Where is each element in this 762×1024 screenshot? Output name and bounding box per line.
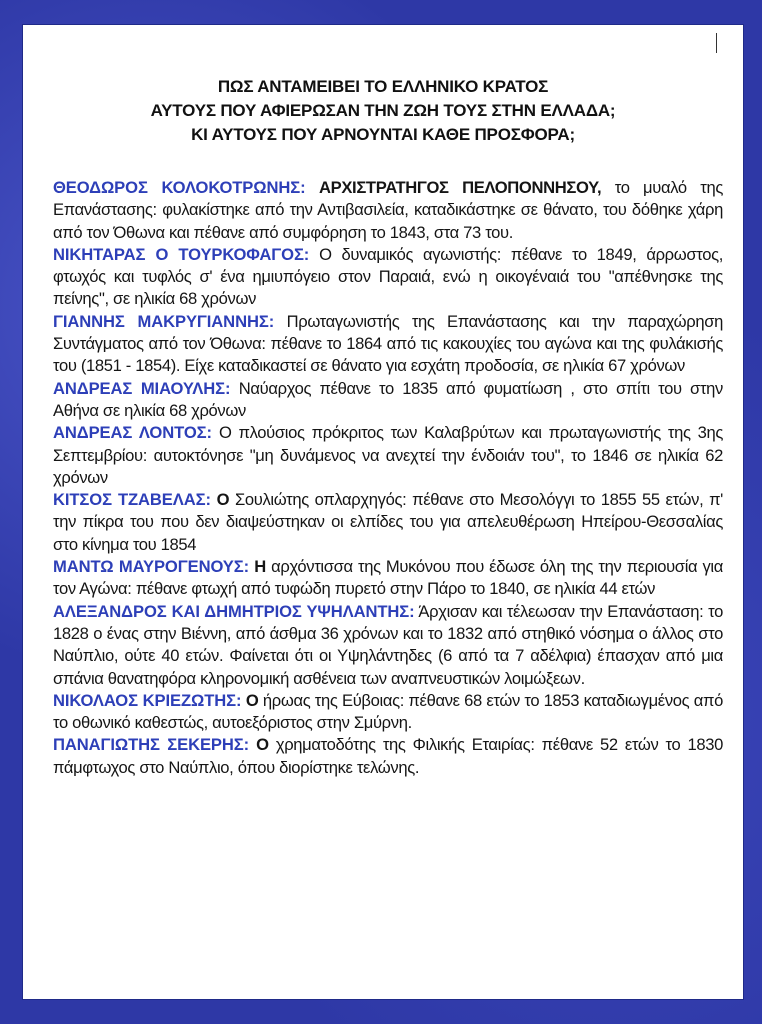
- entry-lead: Η: [254, 557, 266, 577]
- entry-lead: ΑΡΧΙΣΤΡΑΤΗΓΟΣ ΠΕΛΟΠΟΝΝΗΣΟΥ,: [318, 178, 602, 197]
- entry: [53, 422, 723, 489]
- entry-text: Σουλιώτης οπλαρχηγός: πέθανε στο Μεσολόγγι το 1855 55 ετών, π' την πίκρα του που δεν διαψεύστηκαν οι ελπίδες του για απελευθέρωση Ηπείρου-Θεσσαλίας στο κίνημα του 1854: [53, 490, 723, 554]
- entry: [53, 489, 723, 556]
- entry: [53, 690, 723, 735]
- entry-name: ΝΙΚΗΤΑΡΑΣ Ο ΤΟΥΡΚΟΦΑΓΟΣ:: [53, 244, 310, 264]
- entry-text: Πρωταγωνιστής της Επανάστασης και την παραχώρηση Συντάγματος από τον Όθωνα: πέθανε το 1864 από τις κακουχίες του αγώνα και της φυλάκισής του (1851 - 1854). Είχε καταδικαστεί σε θάνατο για εσχάτη προδοσία, σε ηλικία 67 χρόνων: [53, 311, 723, 376]
- entry: [53, 378, 723, 423]
- entry-text: το μυαλό της Επανάστασης: φυλακίστηκε από την Αντιβασιλεία, καταδικάστηκε σε θάνατο, του δόθηκε χάρη από τον Όθωνα και πέθανε από συμφόρηση το 1843, στα 73 του.: [53, 178, 723, 242]
- heading-line-2: ΑΥΤΟΥΣ ΠΟΥ ΑΦΙΕΡΩΣΑΝ ΤΗΝ ΖΩΗ ΤΟΥΣ ΣΤΗΝ ΕΛΛΑΔΑ;: [150, 101, 616, 120]
- entry-name: ΘΕΟΔΩΡΟΣ ΚΟΛΟΚΟΤΡΩΝΗΣ:: [53, 178, 306, 197]
- entry-text: Ο πλούσιος πρόκριτος των Καλαβρύτων και πρωταγωνιστής της 3ης Σεπτεμβρίου: αυτοκτόνησε "μη δυνάμενος να ανεχτεί την ένδοιάν του", το 1846 σε ηλικία 62 χρόνων: [53, 423, 723, 487]
- heading-line-3: ΚΙ ΑΥΤΟΥΣ ΠΟΥ ΑΡΝΟΥΝΤΑΙ ΚΑΘΕ ΠΡΟΣΦΟΡΑ;: [191, 125, 575, 144]
- document-sheet: [22, 24, 744, 1000]
- entry-name: ΓΙΑΝΝΗΣ ΜΑΚΡΥΓΙΑΝΝΗΣ:: [53, 311, 275, 331]
- entry-text: χρηματοδότης της Φιλικής Εταιρίας: πέθανε 52 ετών το 1830 πάμφτωχος στο Ναύπλιο, όπου διορίστηκε τελώνης.: [53, 735, 724, 777]
- entry-text: ήρωας της Εύβοιας: πέθανε 68 ετών το 1853 καταδιωγμένος από το οθωνικό καθεστώς, αυτοεξόριστος στην Σμύρνη.: [53, 690, 723, 733]
- entry-name: ΚΙΤΣΟΣ ΤΖΑΒΕΛΑΣ:: [53, 490, 211, 510]
- entry-lead: Ο: [245, 690, 259, 710]
- entry-name: ΠΑΝΑΓΙΩΤΗΣ ΣΕΚΕΡΗΣ:: [53, 735, 250, 755]
- document-heading: [23, 75, 743, 147]
- entry-name: ΝΙΚΟΛΑΟΣ ΚΡΙΕΖΩΤΗΣ:: [53, 690, 242, 710]
- entry-name: ΜΑΝΤΩ ΜΑΥΡΟΓΕΝΟΥΣ:: [53, 557, 250, 577]
- entries-list: [53, 177, 723, 779]
- entry-name: ΑΝΔΡΕΑΣ ΜΙΑΟΥΛΗΣ:: [53, 378, 231, 398]
- entry: [53, 311, 723, 378]
- entry-text: Άρχισαν και τέλεωσαν την Επανάσταση: το 1828 ο ένας στην Βιέννη, από άσθμα 36 χρόνων και το 1832 από στηθικό νόσημα ο άλλος στο Ναύπλιο, ούτε 40 ετών. Φαίνεται ότι οι Υψηλάντηδες (6 από τα 7 αδέλφια) έπασχαν από μια σπάνια θανατηφόρα κληρονομική ασθένεια των αναπνευστικών λοιμώξεων.: [53, 601, 723, 688]
- entry-text: Ο δυναμικός αγωνιστής: πέθανε το 1849, άρρωστος, φτωχός και τυφλός σ' ένα ημιυπόγειο στον Παραιά, ενώ η οικογέναιά του "απέθνησκε της πείνης", σε ηλικία 68 χρόνων: [53, 244, 723, 309]
- margin-mark: [716, 33, 717, 53]
- entry: [53, 601, 723, 690]
- entry: [53, 177, 723, 244]
- entry-lead: Ο: [256, 735, 269, 755]
- entry-name: ΑΝΔΡΕΑΣ ΛΟΝΤΟΣ:: [53, 423, 212, 443]
- entry-text: Ναύαρχος πέθανε το 1835 από φυματίωση , στο σπίτι του στην Αθήνα σε ηλικία 68 χρόνων: [53, 378, 723, 420]
- entry: [53, 734, 723, 779]
- entry-name: ΑΛΕΞΑΝΔΡΟΣ ΚΑΙ ΔΗΜΗΤΡΙΟΣ ΥΨΗΛΑΝΤΗΣ:: [53, 601, 415, 621]
- heading-line-1: ΠΩΣ ΑΝΤΑΜΕΙΒΕΙ ΤΟ ΕΛΛΗΝΙΚΟ ΚΡΑΤΟΣ: [217, 77, 549, 96]
- entry-lead: Ο: [216, 490, 230, 510]
- entry: [53, 556, 723, 601]
- entry-text: αρχόντισσα της Μυκόνου που έδωσε όλη της την περιουσία για τον Αγώνα: πέθανε φτωχή από τυφώδη πυρετό στην Πάρο το 1840, σε ηλικία 44 ετών: [53, 557, 724, 599]
- entry: [53, 244, 723, 311]
